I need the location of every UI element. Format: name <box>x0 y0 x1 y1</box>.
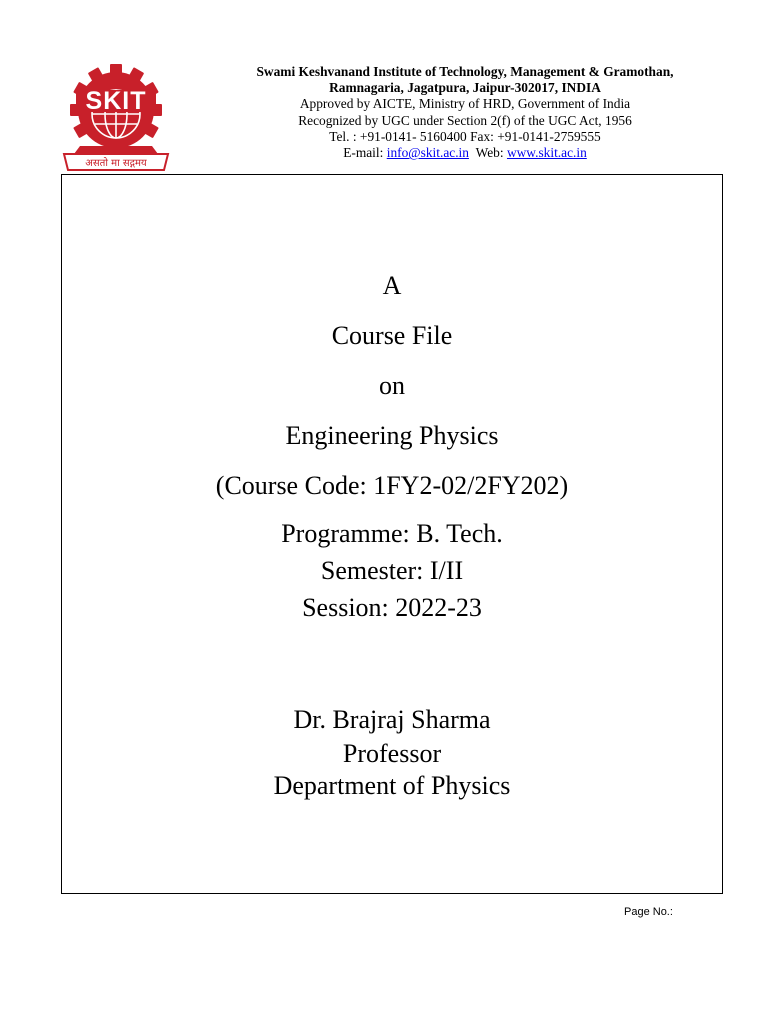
author-name: Dr. Brajraj Sharma <box>293 705 491 734</box>
gear-emblem-icon <box>60 62 172 174</box>
institute-name: Swami Keshvanand Institute of Technology, Management & Gramothan, <box>256 64 674 79</box>
institute-header <box>180 64 750 161</box>
logo-acronym: SKIT <box>85 87 147 115</box>
web-label: Web: <box>475 145 504 161</box>
contact-line: Tel. : +91-0141- 5160400 Fax: +91-0141-2759555 <box>329 128 601 144</box>
course-code: (Course Code: 1FY2-02/2FY202) <box>215 471 569 500</box>
logo-motto: असतो मा सद्गमय <box>85 158 147 169</box>
cover-title: Course File <box>331 321 453 350</box>
author-department: Department of Physics <box>273 771 511 800</box>
programme: Programme: B. Tech. <box>281 519 503 548</box>
email-label: E-mail: <box>343 145 384 161</box>
session: Session: 2022-23 <box>302 593 482 622</box>
cover-frame <box>61 174 723 894</box>
email-link[interactable]: info@skit.ac.in <box>386 145 469 161</box>
institute-address: Ramnagaria, Jagatpura, Jaipur-302017, INDIA <box>329 80 601 96</box>
page-number-label: Page No.: <box>624 906 673 918</box>
recognition-line: Recognized by UGC under Section 2(f) of the UGC Act, 1956 <box>298 112 632 128</box>
author-designation: Professor <box>342 739 442 768</box>
email-web-line <box>180 145 750 161</box>
cover-preposition: on <box>379 371 405 400</box>
semester: Semester: I/II <box>320 556 464 585</box>
approval-line: Approved by AICTE, Ministry of HRD, Government of India <box>299 96 631 112</box>
institute-logo <box>60 62 172 174</box>
cover-article: A <box>382 271 402 300</box>
web-link[interactable]: www.skit.ac.in <box>506 145 587 161</box>
course-subject: Engineering Physics <box>285 421 499 450</box>
